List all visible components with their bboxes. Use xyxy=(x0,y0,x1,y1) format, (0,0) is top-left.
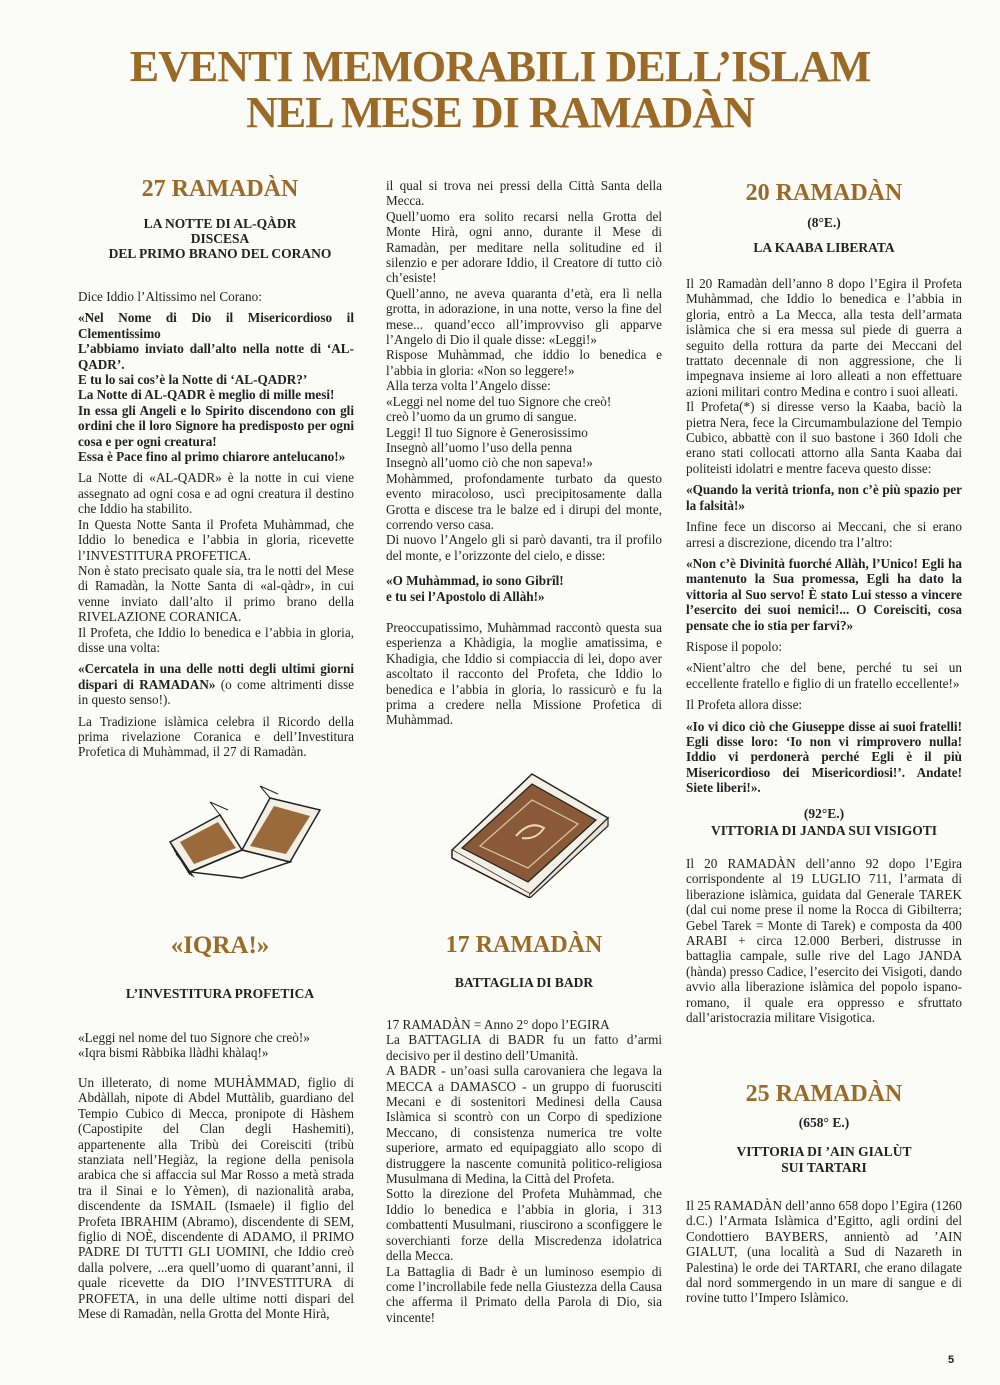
col1-intro: Dice Iddio l’Altissimo nel Corano: xyxy=(78,289,262,304)
quote-line: Essa è Pace fino al primo chiarore antelucano!» xyxy=(78,449,346,465)
col1-body xyxy=(78,289,354,760)
paragraph: In Questa Notte Santa il Profeta Muhàmmad, che Iddio lo benedica e l’abbia in gloria, ricevette l’INVESTITURA PROFETICA. xyxy=(78,516,354,563)
gibril-quote xyxy=(386,573,662,604)
paragraph: La Battaglia di Badr è un luminoso esempio di come l’incrollabile fede nella Giustezza della Causa che afferma il Primato della Parola di Dio, sia vincente! xyxy=(386,1263,662,1325)
hadith-quote-bold: «Cercatela in una delle notti degli ultimi giorni dispari di RAMADAN» xyxy=(78,661,354,692)
col1b-body: Un illeterato, di nome MUHÀMMAD, figlio di Abdàllah, nipote di Abdel Muttàlib, guardiano del Tempio Cubico di Mecca, pronipote di Hàshem (Capostipite del Clan degli Hashemiti), appartenente alla Tribù dei Coreisciti (tribù stanziata nell’Hegiàz, la regione della penisola arabica che si affaccia sul Mar Rosso a metà strada tra il Sinai e lo Yèmen), di nazionalità araba, discendente da ISMAIL (Ismaele) il figlio del Profeta IBRAHIM (Abramo), discendente di SEM, figlio di NOÈ, discendente di ADAMO, il PRIMO PADRE DI TUTTI GLI UOMINI, che Iddio creò dalla polvere, ...era quell’uomo di quarant’anni, il quale ricevette da DIO l’INVESTITURA di PROFETA, in una delle ultime notti dispari del Mese di Ramadàn, nella Grotta del Monte Hirà, xyxy=(78,1075,354,1322)
quote-line: La Notte di AL-QADR è meglio di mille mesi! xyxy=(78,387,335,403)
open-book-icon xyxy=(150,780,330,880)
section-subtitle-3: SUI TARTARI xyxy=(781,1160,867,1175)
paragraph: Quell’uomo era solito recarsi nella Grotta del Monte Hirà, ogni anno, durante il Mese di Ramadàn, per meditare nella solitudine ed il silenzio e per adorare Iddio, il Creatore di tutto ciò ch’esiste! xyxy=(386,208,662,286)
speech-quote: «Non c’è Divinità fuorché Allàh, l’Unico! Egli ha mantenuto la Sua promessa, Egli ha dato la vittoria al Suo servo! È stato Lui stesso a vincere l’esercito dei suoi nemici!... O Coreisciti, cosa pensate che io stia per farvi?» xyxy=(686,555,962,633)
quote-line: «O Muhàmmad, io sono Gibrîl! xyxy=(386,573,564,589)
paragraph: La Tradizione islàmica celebra il Ricordo della prima rivelazione Coranica e dell’Investitura Profetica di Muhàmmad, il 27 di Ramadàn. xyxy=(78,713,354,760)
paragraph: Preoccupatissimo, Muhàmmad raccontò questa sua esperienza a Khàdigia, la moglie amatissima, e Khadigia, che Iddio si compiaccia di lei, dopo aver ascoltato il racconto del Profeta, che Iddio lo benedica e l’abbia in gloria, lo rassicurò e fu la prima a credere nella Missione Profetica di Muhàmmad. xyxy=(386,619,662,728)
paragraph: Insegnò all’uomo l’uso della penna xyxy=(386,439,573,455)
section-subtitle-3: DEL PRIMO BRANO DEL CORANO xyxy=(108,246,332,261)
section-heading-27-ramadan: 27 RAMADÀN xyxy=(141,176,299,202)
section-heading-25-ramadan: 25 RAMADÀN xyxy=(745,1081,903,1107)
quote-line: In essa gli Angeli e lo Spirito discendono con gli ordini che il loro Signore ha predisposto per ogni cosa e per ogni creatura! xyxy=(78,402,354,449)
hadith-quote xyxy=(78,661,354,707)
page-title-line1: EVENTI MEMORABILI DELL’ISLAM xyxy=(129,42,871,91)
quote-line: L’abbiamo inviato dall’alto nella notte di ‘AL-QADR’. xyxy=(78,341,354,372)
paragraph: Sotto la direzione del Profeta Muhàmmad, che Iddio lo benedica e l’abbia in gloria, i 313 combattenti Musulmani, riuscirono a sconfiggere le soverchianti forze della Miscredenza idolatrica della Mecca. xyxy=(386,1186,662,1264)
page-number: 5 xyxy=(948,1354,955,1366)
quote-line: «Nel Nome di Dio il Misericordioso il Clementissimo xyxy=(78,310,354,341)
truth-quote: «Quando la verità trionfa, non c’è più spazio per la falsità!» xyxy=(686,482,962,513)
section-heading-iqra: «IQRA!» xyxy=(170,932,270,959)
page-title-line2: NEL MESE DI RAMADÀN xyxy=(246,88,754,137)
section-subtitle-1: BATTAGLIA DI BADR xyxy=(454,975,594,990)
col3b-body: Il 20 RAMADÀN dell’anno 92 dopo l’Egira corrispondente al 19 LUGLIO 711, l’armata di liberazione islàmica, guidata dal Generale TAREK (dal cui nome prese il nome la Rocca di Gibilterra; Gebel Tarek = Monte di Tarek) e composta da 400 ARABI + circa 12.000 Berberi, distrusse in battaglia campale, sulle rive del Lago JANDA (hànda) presso Cadice, l’esercito dei Visigoti, dando avvio alla liberazione islàmica del popolo ispano-romano, il quale era oppresso e sfruttato dall’aristocrazia militare Visigotica. xyxy=(686,856,962,1026)
paragraph: Rispose Muhàmmad, che iddio lo benedica e l’abbia in gloria: «Non so leggere!» xyxy=(386,347,662,378)
paragraph: Alla terza volta l’Angelo disse: xyxy=(386,378,551,394)
paragraph: Il Profeta(*) si diresse verso la Kaaba, baciò la pietra Nera, fece la Circumambulazione del Tempio Cubico, abbattè con il suo bastone i 360 Idoli che erano stati collocati attorno alla Santa Kaaba dai politeisti idolatri e mentre faceva questo disse: xyxy=(686,399,962,476)
paragraph: Di nuovo l’Angelo gli si parò davanti, tra il profilo del monte, e l’orizzonte del cielo, e disse: xyxy=(386,532,662,563)
closed-book-icon xyxy=(440,766,620,898)
people-quote: «Nient’altro che del bene, perché tu sei un eccellente fratello e figlio di un fratello eccellente!» xyxy=(686,660,962,691)
section-subtitle-1: (658° E.) xyxy=(798,1115,850,1130)
hadith-quote-rest: (o come altrimenti disse in questo senso!). xyxy=(78,676,355,708)
quote-line: E tu lo sai cos’è la Notte di ‘AL-QADR?’ xyxy=(78,372,308,388)
paragraph: Il Profeta, che Iddio lo benedica e l’abbia in gloria, disse una volta: xyxy=(78,624,354,655)
prophet-quote: «Io vi dico ciò che Giuseppe disse ai suoi fratelli! Egli disse loro: ‘Io non vi rimprovero nulla! Iddio vi perdonerà perché Egli è il più Misericordioso dei Misericordiosi!’. Andate! Siete liberi!». xyxy=(686,718,962,796)
paragraph: il qual si trova nei pressi della Città Santa della Mecca. xyxy=(386,178,662,209)
paragraph: Non è stato precisato quale sia, tra le notti del Mese di Ramadàn, la Notte Santa di «al-qàdr», in cui venne inviato dall’alto il primo brano della RIVELAZIONE CORANICA. xyxy=(78,562,354,625)
paragraph: Il 20 Ramadàn dell’anno 8 dopo l’Egira il Profeta Muhàmmad, che Iddio lo benedica e l’abbia in gloria, entrò a La Mecca, alla testa dell’armata islàmica che si era messa sul piede di guerra a seguito della rottura da parte dei Meccani del trattato decennale di non aggressione, che li impegnava insieme ai loro alleati a non effettuare azioni militari contro Medina e contro i suoi alleati. xyxy=(686,276,962,399)
paragraph: creò l’uomo da un grumo di sangue. xyxy=(386,409,577,425)
section-subtitle-2: DISCESA xyxy=(190,231,250,246)
section-subtitle-2: LA KAABA LIBERATA xyxy=(753,240,895,255)
paragraph: Quell’anno, ne aveva quaranta d’età, era lì nella grotta, in adorazione, in una notte, verso la fine del mese... quand’ecco all’improvviso gli apparve l’Angelo di Dio il quale disse: «Leggi!» xyxy=(386,285,662,348)
col2b-body xyxy=(386,1017,662,1325)
section-subtitle-2: VITTORIA DI JANDA SUI VISIGOTI xyxy=(710,823,938,838)
iqra-quote-2: «Iqra bismi Ràbbika llàdhi khàlaq!» xyxy=(78,1045,269,1060)
paragraph: Mohàmmed, profondamente turbato da questo evento miracoloso, uscì precipitosamente dalla Grotta e discese tra le balze ed i dirupi del monte, correndo verso casa. xyxy=(386,470,662,532)
section-heading-17-ramadan: 17 RAMADÀN xyxy=(445,932,603,958)
paragraph: «Leggi nel nome del tuo Signore che creò! xyxy=(386,393,612,409)
section-subtitle-1: L’INVESTITURA PROFETICA xyxy=(125,986,315,1001)
section-subtitle-2: VITTORIA DI ’AIN GIALÙT xyxy=(736,1144,912,1159)
col3c-body: Il 25 RAMADÀN dell’anno 658 dopo l’Egira (1260 d.C.) l’Armata Islàmica d’Egitto, agli ordini del Condottiero BAYBERS, annientò ad ’AIN GIALUT, (una località a Sud di Nazareth in Palestina) le orde dei TARTARI, che erano dilagate dal nord sommergendo in un mare di sangue e di rovine tutto l’Impero Islàmico. xyxy=(686,1198,962,1306)
quote-line: e tu sei l’Apostolo di Allàh!» xyxy=(386,588,545,604)
paragraph: Rispose il popolo: xyxy=(686,638,782,654)
section-subtitle-1: (8°E.) xyxy=(807,215,841,230)
col1-quran-quote xyxy=(78,310,354,464)
paragraph: 17 RAMADÀN = Anno 2° dopo l’EGIRA xyxy=(386,1017,610,1032)
paragraph: Insegnò all’uomo ciò che non sapeva!» xyxy=(386,455,593,471)
paragraph: La BATTAGLIA di BADR fu un fatto d’armi decisivo per il destino dell’Umanità. xyxy=(386,1032,662,1063)
section-heading-20-ramadan: 20 RAMADÀN xyxy=(745,180,903,206)
col3-body xyxy=(686,276,962,796)
paragraph: Infine fece un discorso ai Meccani, che si erano arresi a discrezione, dicendo tra l’altro: xyxy=(686,519,962,550)
paragraph: La Notte di «AL-QADR» è la notte in cui viene assegnato ad ogni cosa e ad ogni creatura il destino che Iddio ha stabilito. xyxy=(78,470,354,517)
paragraph: Leggi! Il tuo Signore è Generosissimo xyxy=(386,424,588,440)
col2-body xyxy=(386,178,662,728)
section-subtitle-1: (92°E.) xyxy=(803,806,845,821)
paragraph: Il Profeta allora disse: xyxy=(686,697,803,713)
paragraph: A BADR - un’oasi sulla carovaniera che legava la MECCA a DAMASCO - un gruppo di fuorusciti Mecani e di sostenitori Medinesi della Causa Islàmica si scontrò con un Corpo di spedizione Meccano, di consistenza numerica tre volte superiore, armato ed equipaggiato allo scopo di distruggere la nascente comunità politico-religiosa Musulmana di Medina, la Città del Profeta. xyxy=(386,1063,662,1187)
section-subtitle-1: LA NOTTE DI AL-QÀDR xyxy=(143,216,297,231)
iqra-quote-1: «Leggi nel nome del tuo Signore che creò!» xyxy=(78,1030,310,1045)
